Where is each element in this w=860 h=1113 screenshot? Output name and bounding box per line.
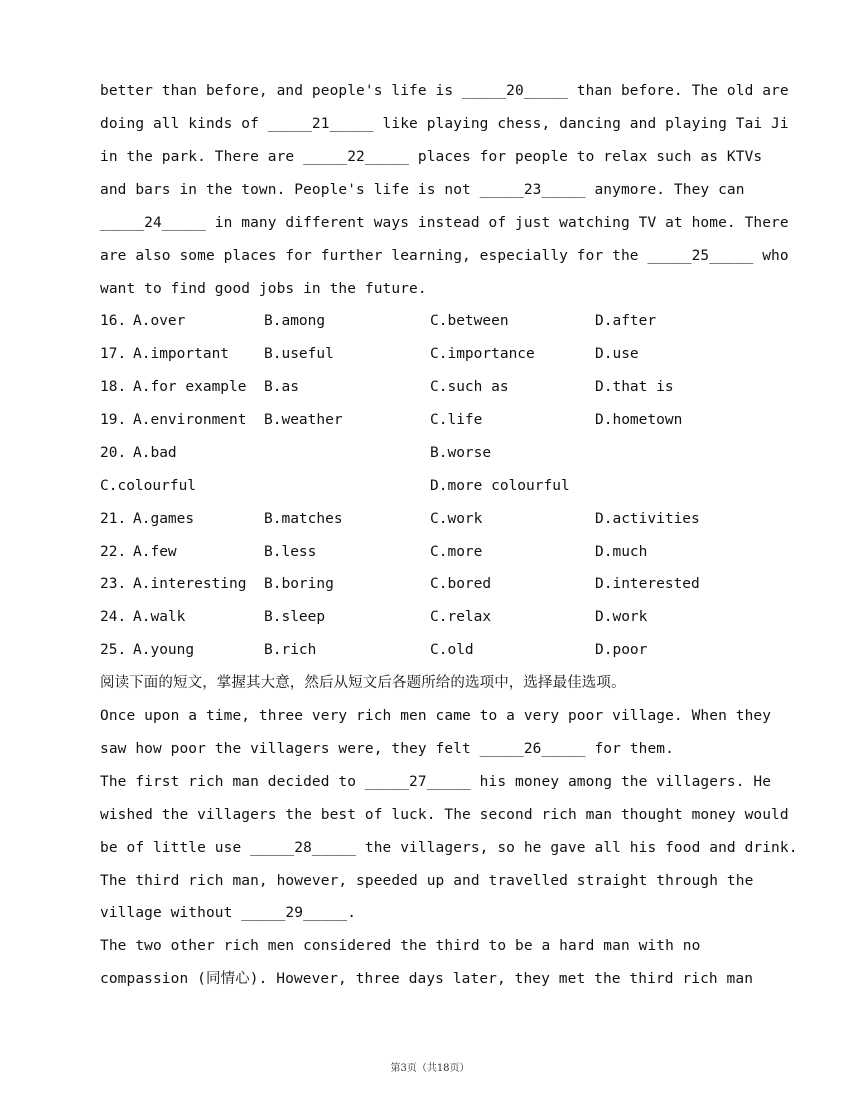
option-d: D.interested bbox=[595, 576, 700, 592]
question-number: 21. bbox=[100, 511, 127, 527]
option-b: B.rich bbox=[264, 642, 317, 658]
passage1-line-7: want to find good jobs in the future. bbox=[100, 281, 427, 297]
option-d: D.that is bbox=[595, 379, 674, 395]
option-a: A.walk bbox=[133, 609, 186, 625]
option-b: B.useful bbox=[264, 346, 334, 362]
question-number: 22. bbox=[100, 544, 127, 560]
question-19 bbox=[100, 410, 780, 430]
question-25 bbox=[100, 640, 780, 660]
option-a: A.environment bbox=[133, 412, 247, 428]
option-b: B.sleep bbox=[264, 609, 326, 625]
option-c: C.such as bbox=[430, 379, 509, 395]
passage2-line-1: Once upon a time, three very rich men came to a very poor village. When they bbox=[100, 708, 772, 724]
option-a: A.interesting bbox=[133, 576, 247, 592]
option-c: C.more bbox=[430, 544, 483, 560]
passage2-line-3: The first rich man decided to _____27_____ his money among the villagers. He bbox=[100, 774, 772, 790]
passage1-line-5: _____24_____ in many different ways instead of just watching TV at home. There bbox=[100, 215, 789, 231]
option-c: C.life bbox=[430, 412, 483, 428]
option-a: A.few bbox=[133, 544, 177, 560]
option-c: C.between bbox=[430, 313, 509, 329]
question-number: 23. bbox=[100, 576, 127, 592]
passage2-line-7: village without _____29_____. bbox=[100, 905, 357, 921]
question-20 bbox=[100, 443, 780, 463]
option-a: A.bad bbox=[133, 445, 177, 461]
passage2-line-6: The third rich man, however, speeded up and travelled straight through the bbox=[100, 873, 754, 889]
passage2-line-5: be of little use _____28_____ the villagers, so he gave all his food and drink. bbox=[100, 840, 798, 856]
option-d: D.use bbox=[595, 346, 639, 362]
option-a: A.for example bbox=[133, 379, 247, 395]
question-20-row-2 bbox=[100, 476, 780, 496]
option-c: C.colourful bbox=[100, 478, 197, 494]
option-c: C.importance bbox=[430, 346, 535, 362]
question-23 bbox=[100, 574, 780, 594]
question-number: 19. bbox=[100, 412, 127, 428]
option-d: D.work bbox=[595, 609, 648, 625]
option-b: B.less bbox=[264, 544, 317, 560]
passage2-line-4: wished the villagers the best of luck. The second rich man thought money would bbox=[100, 807, 789, 823]
question-18 bbox=[100, 377, 780, 397]
option-d: D.poor bbox=[595, 642, 648, 658]
question-24 bbox=[100, 607, 780, 627]
passage1-line-4: and bars in the town. People's life is not _____23_____ anymore. They can bbox=[100, 182, 745, 198]
passage1-line-6: are also some places for further learning, especially for the _____25_____ who bbox=[100, 248, 789, 264]
page-footer: 第3页（共18页） bbox=[390, 1063, 470, 1074]
section-instruction: 阅读下面的短文，掌握其大意，然后从短文后各题所给的选项中，选择最佳选项。 bbox=[100, 675, 626, 691]
option-d: D.after bbox=[595, 313, 657, 329]
option-c: C.old bbox=[430, 642, 474, 658]
option-d: D.hometown bbox=[595, 412, 683, 428]
passage1-line-1: better than before, and people's life is _____20_____ than before. The old are bbox=[100, 83, 789, 99]
question-number: 18. bbox=[100, 379, 127, 395]
option-a: A.over bbox=[133, 313, 186, 329]
option-b: B.as bbox=[264, 379, 299, 395]
option-d: D.activities bbox=[595, 511, 700, 527]
passage1-line-3: in the park. There are _____22_____ places for people to relax such as KTVs bbox=[100, 149, 763, 165]
question-22 bbox=[100, 542, 780, 562]
question-number: 25. bbox=[100, 642, 127, 658]
option-b: B.among bbox=[264, 313, 326, 329]
question-17 bbox=[100, 344, 780, 364]
option-c: C.bored bbox=[430, 576, 492, 592]
passage2-line-8: The two other rich men considered the third to be a hard man with no bbox=[100, 938, 701, 954]
option-b: B.worse bbox=[430, 445, 492, 461]
option-d: D.more colourful bbox=[430, 478, 570, 494]
question-16 bbox=[100, 311, 780, 331]
question-number: 24. bbox=[100, 609, 127, 625]
option-d: D.much bbox=[595, 544, 648, 560]
option-a: A.young bbox=[133, 642, 195, 658]
question-number: 17. bbox=[100, 346, 127, 362]
passage2-line-2: saw how poor the villagers were, they felt _____26_____ for them. bbox=[100, 741, 674, 757]
option-b: B.boring bbox=[264, 576, 334, 592]
question-number: 20. bbox=[100, 445, 127, 461]
passage2-line-9: compassion (同情心). However, three days later, they met the third rich man bbox=[100, 971, 754, 987]
passage1-line-2: doing all kinds of _____21_____ like playing chess, dancing and playing Tai Ji bbox=[100, 116, 789, 132]
option-a: A.games bbox=[133, 511, 195, 527]
option-c: C.relax bbox=[430, 609, 492, 625]
option-a: A.important bbox=[133, 346, 230, 362]
option-c: C.work bbox=[430, 511, 483, 527]
option-b: B.matches bbox=[264, 511, 343, 527]
option-b: B.weather bbox=[264, 412, 343, 428]
question-21 bbox=[100, 509, 780, 529]
question-number: 16. bbox=[100, 313, 127, 329]
